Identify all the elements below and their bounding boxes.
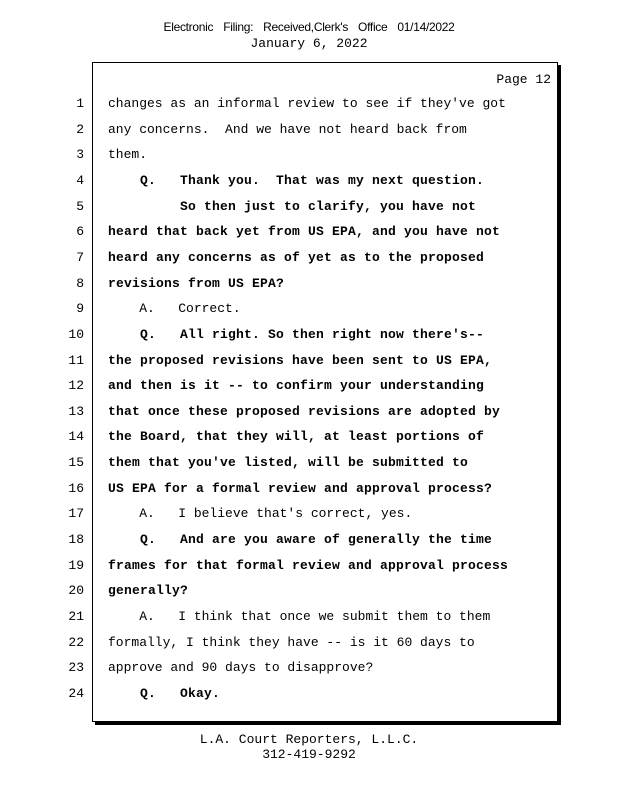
transcript-line: Q. And are you aware of generally the time: [108, 532, 493, 547]
transcript-line: Q. Okay.: [108, 686, 221, 701]
line-number: 13: [68, 404, 84, 419]
line-number: 15: [68, 455, 84, 470]
transcript-line: them.: [108, 147, 148, 162]
line-number: 4: [76, 173, 84, 188]
filing-stamp: Electronic Filing: Received,Clerk's Office 01/14/2022: [163, 20, 455, 34]
line-number: 6: [76, 224, 84, 239]
transcript-line: revisions from US EPA?: [108, 276, 285, 291]
transcript-line: Q. Thank you. That was my next question.: [108, 173, 485, 188]
transcript-line: frames for that formal review and approval process: [108, 558, 509, 573]
line-number: 17: [68, 506, 84, 521]
transcript-line: generally?: [108, 583, 189, 598]
line-number: 8: [76, 276, 84, 291]
transcript-line: Q. All right. So then right now there's--: [108, 327, 485, 342]
line-number: 3: [76, 147, 84, 162]
transcript-date: January 6, 2022: [250, 36, 368, 51]
transcript-line: that once these proposed revisions are adopted by: [108, 404, 501, 419]
transcript-line: A. Correct.: [108, 301, 241, 316]
transcript-line: heard any concerns as of yet as to the proposed: [108, 250, 485, 265]
line-number: 5: [76, 199, 84, 214]
transcript-line: formally, I think they have -- is it 60 days to: [108, 635, 475, 650]
transcript-line: the proposed revisions have been sent to US EPA,: [108, 353, 493, 368]
line-number: 9: [76, 301, 84, 316]
line-number: 12: [68, 378, 84, 393]
transcript-line: them that you've listed, will be submitted to: [108, 455, 469, 470]
line-number: 19: [68, 558, 84, 573]
line-number: 1: [76, 96, 84, 111]
line-number: 2: [76, 122, 84, 137]
line-number: 22: [68, 635, 84, 650]
transcript-line: approve and 90 days to disapprove?: [108, 660, 374, 675]
line-number: 20: [68, 583, 84, 598]
line-number: 24: [68, 686, 84, 701]
transcript-line: So then just to clarify, you have not: [108, 199, 477, 214]
line-number: 16: [68, 481, 84, 496]
line-number: 18: [68, 532, 84, 547]
line-number: 7: [76, 250, 84, 265]
line-number: 23: [68, 660, 84, 675]
transcript-line: A. I think that once we submit them to them: [108, 609, 491, 624]
transcript-line: the Board, that they will, at least portions of: [108, 429, 485, 444]
transcript-line: and then is it -- to confirm your understanding: [108, 378, 485, 393]
transcript-line: any concerns. And we have not heard back from: [108, 122, 467, 137]
reporter-phone: 312-419-9292: [262, 747, 356, 762]
transcript-line: A. I believe that's correct, yes.: [108, 506, 413, 521]
transcript-line: US EPA for a formal review and approval process?: [108, 481, 493, 496]
line-number: 21: [68, 609, 84, 624]
transcript-line: heard that back yet from US EPA, and you have not: [108, 224, 501, 239]
reporter-company: L.A. Court Reporters, L.L.C.: [199, 732, 419, 747]
page-number: Page 12: [496, 72, 551, 87]
line-number: 11: [68, 353, 84, 368]
line-number: 14: [68, 429, 84, 444]
line-number: 10: [68, 327, 84, 342]
transcript-line: changes as an informal review to see if they've got: [108, 96, 506, 111]
